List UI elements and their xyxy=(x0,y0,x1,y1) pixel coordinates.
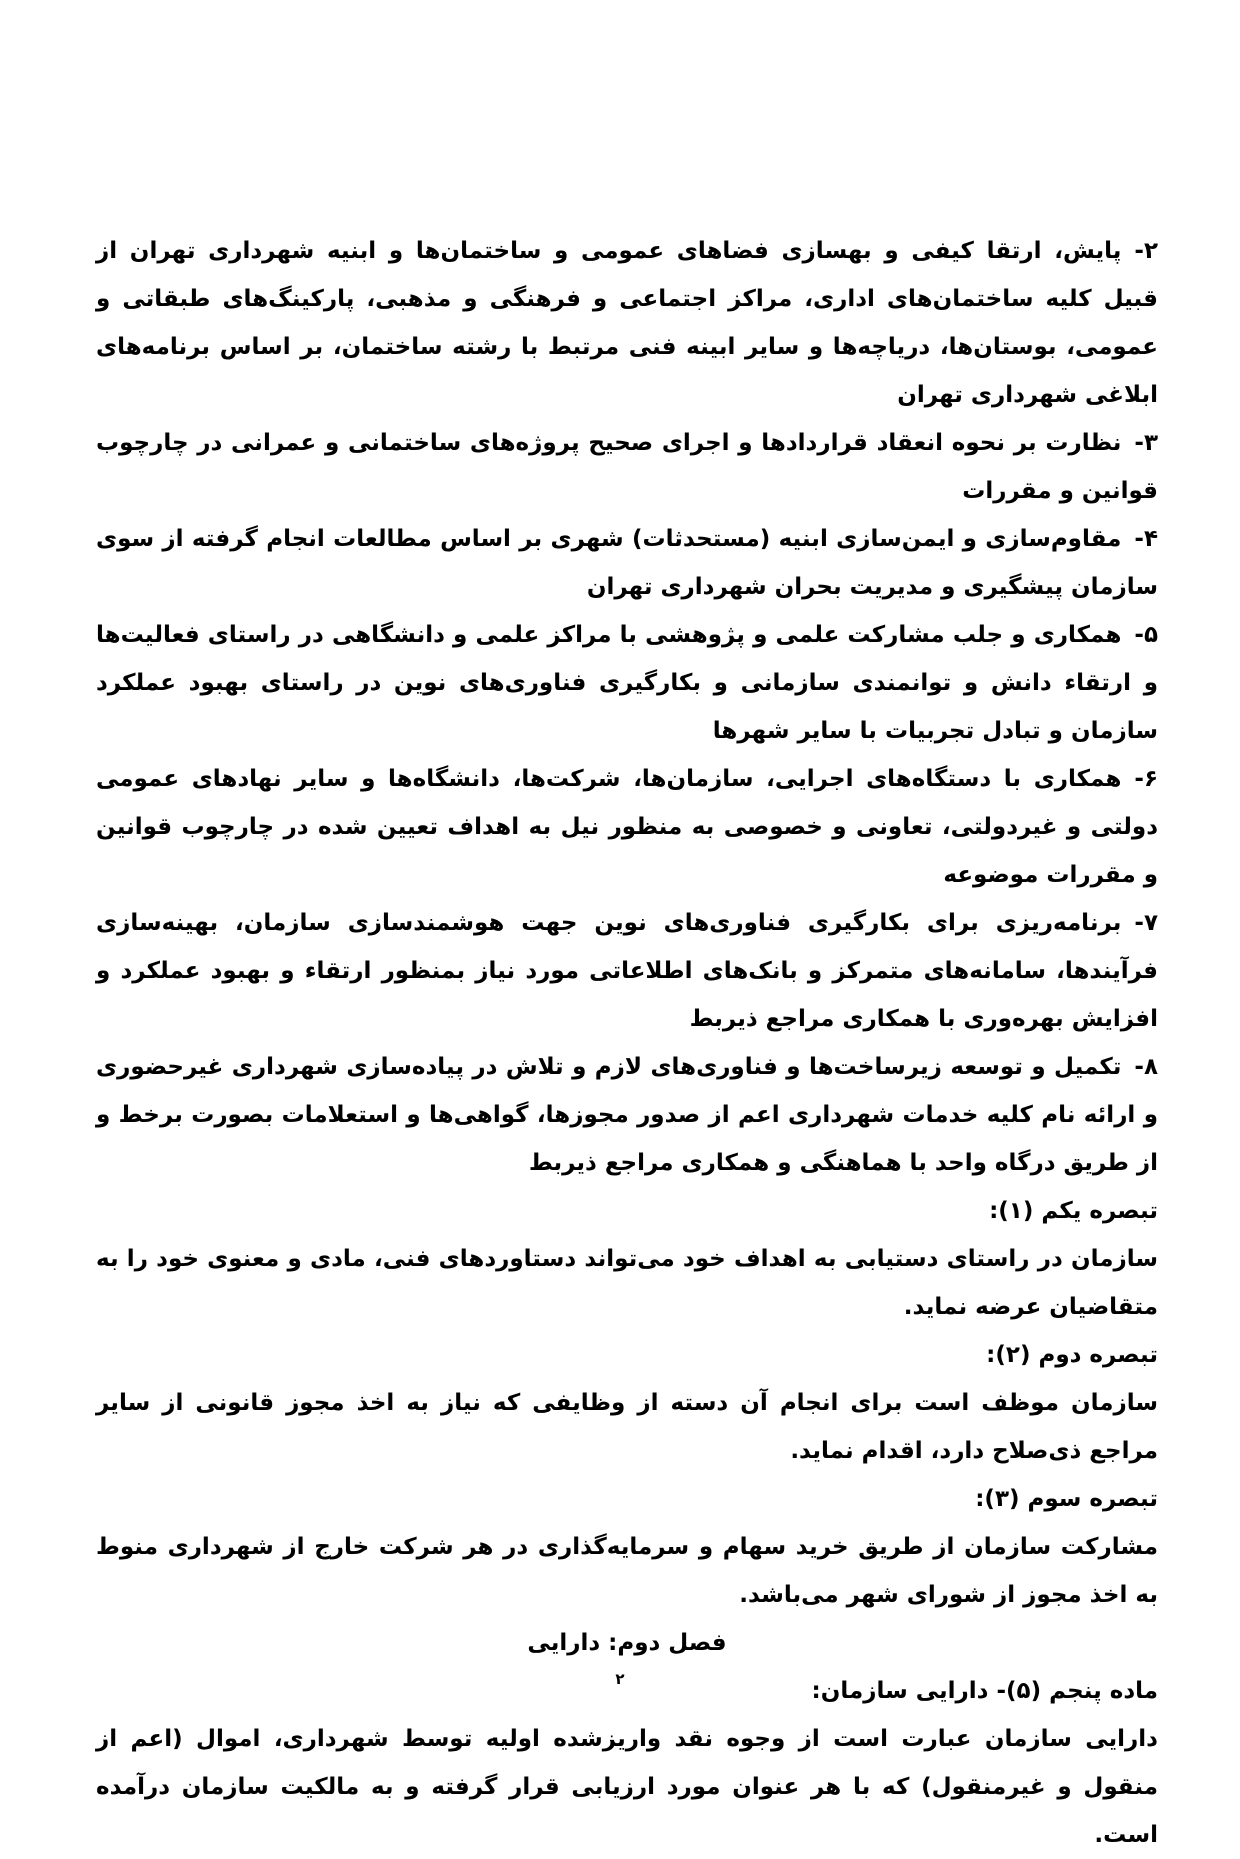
list-item-3 xyxy=(96,419,1158,515)
list-item-6 xyxy=(96,755,1158,899)
article-heading: ماده پنجم (۵)- دارایی سازمان: xyxy=(811,1678,1158,1704)
note-1-heading: تبصره یکم (۱): xyxy=(989,1198,1158,1224)
item-text: برنامه‌ریزی برای بکارگیری فناوری‌های نوین جهت هوشمندسازی سازمان، بهینه‌سازی فرآیندها، سامانه‌های متمرکز و بانک‌های اطلاعاتی مورد نیاز بمنظور ارتقاء و بهبود عملکرد و افزایش بهره‌وری با همکاری مراجع ذیربط xyxy=(96,910,1158,1032)
note-1-body: سازمان در راستای دستیابی به اهداف خود می‌تواند دستاوردهای فنی، مادی و معنوی خود را به متقاضیان عرضه نماید. xyxy=(96,1246,1158,1320)
item-number: ۴- xyxy=(1134,526,1158,552)
document-content xyxy=(96,227,1158,1859)
list-item-4 xyxy=(96,515,1158,611)
page-number: ۲ xyxy=(615,1670,625,1688)
item-number: ۷- xyxy=(1134,910,1158,936)
item-number: ۲- xyxy=(1134,238,1158,264)
list-item-2 xyxy=(96,227,1158,419)
item-text: همکاری با دستگاه‌های اجرایی، سازمان‌ها، شرکت‌ها، دانشگاه‌ها و سایر نهادهای عمومی دولتی و غیردولتی، تعاونی و خصوصی به منظور نیل به اهداف تعیین شده در چارچوب قوانین و مقررات موضوعه xyxy=(96,766,1158,888)
note-2-heading: تبصره دوم (۲): xyxy=(986,1342,1158,1368)
item-text: نظارت بر نحوه انعقاد قراردادها و اجرای صحیح پروژه‌های ساختمانی و عمرانی در چارچوب قوانین و مقررات xyxy=(96,430,1158,504)
item-text: تکمیل و توسعه زیرساخت‌ها و فناوری‌های لازم و تلاش در پیاده‌سازی شهرداری غیرحضوری و ارائه نام کلیه خدمات شهرداری اعم از صدور مجوزها، گواهی‌ها و استعلامات بصورت برخط و از طریق درگاه واحد با هماهنگی و همکاری مراجع ذیربط xyxy=(96,1054,1158,1176)
item-number: ۶- xyxy=(1134,766,1158,792)
list-item-7 xyxy=(96,899,1158,1043)
note-3-body: مشارکت سازمان از طریق خرید سهام و سرمایه‌گذاری در هر شرکت خارج از شهرداری منوط به اخذ مجوز از شورای شهر می‌باشد. xyxy=(96,1534,1158,1608)
item-text: پایش، ارتقا کیفی و بهسازی فضاهای عمومی و ساختمان‌ها و ابنیه شهرداری تهران از قبیل کلیه ساختمان‌های اداری، مراکز اجتماعی و فرهنگی و مذهبی، پارکینگ‌های طبقاتی و عمومی، بوستان‌ها، دریاچه‌ها و سایر ابینه فنی مرتبط با رشته ساختمان، بر اساس برنامه‌های ابلاغی شهرداری تهران xyxy=(96,238,1158,408)
article-body: دارایی سازمان عبارت است از وجوه نقد واریزشده اولیه توسط شهرداری، اموال (اعم از منقول و غیرمنقول) که با هر عنوان مورد ارزیابی قرار گرفته و به مالکیت سازمان درآمده است. xyxy=(96,1726,1158,1848)
note-2-body: سازمان موظف است برای انجام آن دسته از وظایفی که نیاز به اخذ مجوز قانونی از سایر مراجع ذی‌صلاح دارد، اقدام نماید. xyxy=(96,1390,1158,1464)
item-number: ۵- xyxy=(1134,622,1158,648)
list-item-5 xyxy=(96,611,1158,755)
note-3-heading: تبصره سوم (۳): xyxy=(975,1486,1158,1512)
item-text: مقاوم‌سازی و ایمن‌سازی ابنیه (مستحدثات) شهری بر اساس مطالعات انجام گرفته از سوی سازمان پیشگیری و مدیریت بحران شهرداری تهران xyxy=(96,526,1158,600)
list-item-8 xyxy=(96,1043,1158,1187)
item-number: ۸- xyxy=(1134,1054,1158,1080)
item-number: ۳- xyxy=(1134,430,1158,456)
item-text: همکاری و جلب مشارکت علمی و پژوهشی با مراکز علمی و دانشگاهی در راستای فعالیت‌ها و ارتقاء دانش و توانمندی سازمانی و بکارگیری فناوری‌های نوین در راستای بهبود عملکرد سازمان و تبادل تجربیات با سایر شهرها xyxy=(96,622,1158,744)
chapter-heading: فصل دوم: دارایی xyxy=(527,1630,727,1656)
